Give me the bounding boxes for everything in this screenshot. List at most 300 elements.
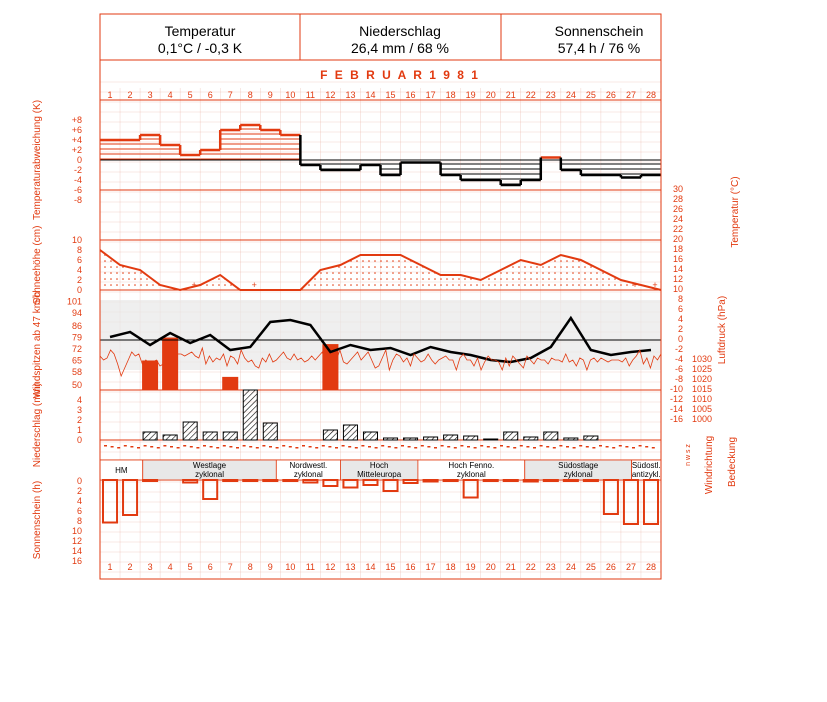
- temp-anomaly-tick: +2: [71, 145, 82, 155]
- wind-tick: 101: [66, 296, 82, 307]
- cloud-mark: [223, 445, 226, 447]
- pressure-tick: 1010: [691, 394, 712, 404]
- sunshine-bar: [524, 480, 538, 482]
- cloud-mark: [236, 447, 239, 449]
- cloud-mark: [474, 447, 477, 449]
- cloud-mark: [249, 446, 252, 448]
- sunshine-bar: [143, 480, 157, 481]
- precip-bar: [544, 432, 558, 440]
- day-label-top: 3: [147, 90, 153, 100]
- cloud-mark: [573, 447, 576, 449]
- cloud-mark: [434, 447, 437, 449]
- cloud-mark: [566, 446, 569, 448]
- cloud-mark: [606, 446, 609, 448]
- cloud-mark: [262, 445, 265, 447]
- sunshine-tick: 0: [76, 476, 82, 486]
- day-label-top: 20: [485, 90, 496, 100]
- precip-bar: [203, 432, 217, 440]
- chart-content: [67, 90, 712, 572]
- temp-anomaly-bar: [601, 160, 621, 175]
- precip-bar: [444, 435, 458, 440]
- cloud-mark: [177, 447, 180, 449]
- cloud-mark: [619, 445, 622, 447]
- precip-tick: 4: [76, 395, 82, 405]
- cloud-mark: [401, 445, 404, 447]
- temperature-tick: -10: [669, 384, 683, 394]
- cloud-mark: [111, 446, 114, 448]
- sunshine-bar: [544, 480, 558, 481]
- precip-bar: [243, 390, 257, 440]
- day-label-top: 4: [167, 90, 173, 100]
- snow-trace-mark: +: [191, 280, 197, 290]
- day-label-top: 23: [545, 90, 556, 100]
- day-label-bottom: 14: [365, 562, 376, 572]
- cloud-mark: [394, 447, 397, 449]
- weather-type-label: zyklonal: [563, 470, 593, 479]
- sunshine-bar: [203, 480, 217, 499]
- temperature-tick: 22: [672, 224, 683, 234]
- sunshine-bar: [183, 480, 197, 483]
- sunshine-bar: [363, 480, 377, 485]
- snow-tick: 0: [76, 285, 82, 295]
- sunshine-bar: [604, 480, 618, 514]
- temperature-tick: 18: [672, 244, 683, 254]
- wind-axis-label: Windspitzen ab 47 km/h: [32, 291, 43, 399]
- cloud-mark: [196, 447, 199, 449]
- snow-trace-mark: +: [652, 280, 658, 290]
- precip-bar: [263, 423, 277, 440]
- cloud-mark: [625, 446, 628, 448]
- sunshine-value: 57,4 h / 76 %: [557, 40, 641, 56]
- temperature-tick: 24: [672, 214, 683, 224]
- cloud-mark: [553, 447, 556, 449]
- day-label-top: 1: [107, 90, 113, 100]
- temperature-tick: 16: [672, 254, 683, 264]
- cloud-mark: [460, 445, 463, 447]
- day-label-top: 5: [187, 90, 193, 100]
- day-label-top: 14: [365, 90, 376, 100]
- day-label-bottom: 6: [207, 562, 213, 572]
- temperature-title: Temperatur: [164, 23, 236, 39]
- weather-type-label: zyklonal: [293, 470, 323, 479]
- cloud-mark: [467, 446, 470, 448]
- pressure-band: [100, 300, 661, 370]
- weather-type-label: antizykl.: [631, 470, 661, 479]
- pressure-tick: 1000: [691, 414, 712, 424]
- temperature-tick: -8: [674, 374, 683, 384]
- sunshine-bar: [424, 480, 438, 482]
- precip-tick: 2: [76, 415, 82, 425]
- precipitation-title: Niederschlag: [359, 23, 441, 39]
- cloud-mark: [150, 446, 153, 448]
- day-label-top: 2: [127, 90, 133, 100]
- day-label-bottom: 15: [385, 562, 396, 572]
- sunshine-tick: 16: [71, 556, 82, 566]
- pressure-tick: 1030: [691, 354, 712, 364]
- cloud-mark: [302, 445, 305, 447]
- sunshine-bar: [504, 480, 518, 481]
- day-label-bottom: 1: [107, 562, 113, 572]
- precip-axis-label: Niederschlag (mm): [32, 382, 43, 468]
- day-label-top: 27: [625, 90, 636, 100]
- day-label-bottom: 5: [187, 562, 193, 572]
- temperature-tick: 2: [677, 324, 683, 334]
- weather-type-label: Südostlage: [558, 461, 599, 470]
- precip-bar: [524, 437, 538, 440]
- cloud-mark: [500, 445, 503, 447]
- day-label-bottom: 27: [625, 562, 636, 572]
- weather-type-label: Südostl.: [631, 461, 661, 470]
- cloud-mark: [441, 445, 444, 447]
- precip-bar: [363, 432, 377, 440]
- temp-anomaly-tick: 0: [76, 155, 82, 165]
- day-label-bottom: 20: [485, 562, 496, 572]
- day-label-bottom: 23: [545, 562, 556, 572]
- cloud-mark: [269, 446, 272, 448]
- precip-bar: [584, 436, 598, 440]
- cloud-mark: [144, 445, 147, 447]
- day-label-top: 6: [207, 90, 213, 100]
- snow-tick: 2: [76, 275, 82, 285]
- cloud-axis-label: Bedeckung: [727, 436, 738, 488]
- sunshine-bar: [564, 480, 578, 481]
- day-label-bottom: 11: [305, 562, 316, 572]
- day-label-top: 16: [405, 90, 416, 100]
- cloud-mark: [104, 445, 107, 447]
- day-label-top: 28: [645, 90, 656, 100]
- cloud-mark: [295, 447, 298, 449]
- wind-tick: 65: [71, 355, 82, 366]
- cloud-mark: [480, 445, 483, 447]
- cloud-mark: [375, 447, 378, 449]
- sunshine-bar: [123, 480, 137, 515]
- day-label-top: 11: [305, 90, 316, 100]
- pressure-tick: 1005: [691, 404, 712, 414]
- day-label-bottom: 7: [227, 562, 233, 572]
- cloud-mark: [421, 445, 424, 447]
- temperature-tick: 8: [677, 294, 683, 304]
- temp-anomaly-tick: -4: [73, 175, 82, 185]
- temperature-tick: -16: [669, 414, 683, 424]
- day-label-top: 17: [425, 90, 436, 100]
- cloud-mark: [124, 445, 127, 447]
- cloud-mark: [163, 445, 166, 447]
- temp-anomaly-positive-line: [100, 125, 561, 158]
- day-label-bottom: 25: [585, 562, 596, 572]
- cloud-mark: [487, 446, 490, 448]
- pressure-tick: 1020: [691, 374, 712, 384]
- sunshine-tick: 10: [71, 526, 82, 536]
- day-label-bottom: 13: [345, 562, 356, 572]
- sunshine-bar: [283, 480, 297, 481]
- cloud-mark: [322, 445, 325, 447]
- day-label-bottom: 4: [167, 562, 173, 572]
- sunshine-bar: [484, 480, 498, 481]
- weather-type-label: Hoch Fenno.: [448, 461, 495, 470]
- sunshine-bar: [243, 480, 257, 481]
- day-label-bottom: 24: [565, 562, 576, 572]
- day-label-top: 19: [465, 90, 476, 100]
- snow-tick: 8: [76, 245, 82, 255]
- temp-anomaly-bar: [581, 160, 601, 175]
- day-label-top: 8: [247, 90, 253, 100]
- day-label-top: 13: [345, 90, 356, 100]
- sunshine-bar: [103, 480, 117, 523]
- temp-anomaly-tick: +8: [71, 115, 82, 125]
- temperature-tick: -14: [669, 404, 683, 414]
- cloud-mark: [243, 445, 246, 447]
- weather-type-label: zyklonal: [456, 470, 486, 479]
- sunshine-bar: [223, 480, 237, 481]
- snow-trace-mark: +: [251, 280, 257, 290]
- day-label-bottom: 12: [325, 562, 336, 572]
- cloud-mark: [454, 447, 457, 449]
- precip-bar: [484, 439, 498, 440]
- cloud-mark: [533, 447, 536, 449]
- day-label-bottom: 2: [127, 562, 133, 572]
- cloud-mark: [210, 446, 213, 448]
- sunshine-bar: [343, 480, 357, 488]
- precip-bar: [343, 425, 357, 440]
- cloud-mark: [361, 445, 364, 447]
- precipitation-value: 26,4 mm / 68 %: [350, 40, 450, 56]
- temp-anomaly-bar: [461, 160, 481, 180]
- precip-bar: [564, 438, 578, 440]
- nwz-label: n w s z: [685, 444, 692, 466]
- day-label-top: 12: [325, 90, 336, 100]
- sunshine-tick: 12: [71, 536, 82, 546]
- cloud-mark: [540, 445, 543, 447]
- sunshine-bar: [384, 480, 398, 491]
- sunshine-tick: 4: [76, 496, 82, 506]
- sunshine-tick: 8: [76, 516, 82, 526]
- cloud-mark: [335, 447, 338, 449]
- cloud-mark: [639, 445, 642, 447]
- cloud-mark: [447, 446, 450, 448]
- precip-bar: [504, 432, 518, 440]
- wind-tick: 58: [71, 366, 82, 377]
- wind-dir-axis-label: Windrichtung: [704, 435, 715, 495]
- cloud-mark: [229, 446, 232, 448]
- sunshine-tick: 14: [71, 546, 82, 556]
- cloud-mark: [414, 447, 417, 449]
- day-label-bottom: 9: [267, 562, 273, 572]
- temperature-tick: 20: [672, 234, 683, 244]
- sunshine-bar: [303, 480, 317, 483]
- cloud-mark: [520, 445, 523, 447]
- sunshine-tick: 6: [76, 506, 82, 516]
- cloud-mark: [645, 446, 648, 448]
- pressure-tick: 1025: [691, 364, 712, 374]
- cloud-mark: [348, 446, 351, 448]
- day-label-top: 25: [585, 90, 596, 100]
- cloud-mark: [507, 446, 510, 448]
- temp-anomaly-bar: [120, 140, 140, 160]
- cloud-mark: [170, 446, 173, 448]
- weather-type-label: zyklonal: [195, 470, 224, 479]
- temperature-tick: 6: [677, 304, 683, 314]
- day-label-bottom: 21: [505, 562, 516, 572]
- wind-bar: [142, 360, 158, 390]
- snow-trace-mark: +: [632, 280, 638, 290]
- cloud-mark: [157, 447, 160, 449]
- cloud-mark: [368, 446, 371, 448]
- cloud-mark: [130, 446, 133, 448]
- cloud-mark: [282, 445, 285, 447]
- temperature-tick: -6: [674, 364, 683, 374]
- day-label-top: 9: [267, 90, 273, 100]
- temperature-tick: 12: [672, 274, 683, 284]
- day-label-top: 15: [385, 90, 396, 100]
- wind-tick: 86: [71, 321, 82, 332]
- sunshine-bar: [404, 480, 418, 483]
- temperature-tick: 26: [672, 204, 683, 214]
- cloud-mark: [190, 446, 193, 448]
- cloud-mark: [388, 446, 391, 448]
- cloud-mark: [408, 446, 411, 448]
- temperature-tick: 10: [672, 284, 683, 294]
- sunshine-axis-label: Sonnenschein (h): [32, 480, 43, 560]
- day-label-bottom: 17: [425, 562, 436, 572]
- cloud-mark: [427, 446, 430, 448]
- temp-anomaly-bar: [481, 160, 501, 180]
- day-label-top: 18: [445, 90, 456, 100]
- sunshine-title: Sonnenschein: [554, 23, 644, 39]
- sunshine-bar: [584, 480, 598, 481]
- temperature-axis-label: Temperatur (°C): [730, 176, 741, 248]
- month-title: F E B R U A R 1 9 8 1: [320, 68, 480, 82]
- precip-bar: [464, 436, 478, 440]
- temp-anomaly-tick: -8: [73, 195, 82, 205]
- cloud-mark: [203, 445, 206, 447]
- sunshine-tick: 2: [76, 486, 82, 496]
- precip-bar: [143, 432, 157, 440]
- temperature-tick: 0: [677, 334, 683, 344]
- day-label-bottom: 16: [405, 562, 416, 572]
- cloud-mark: [276, 447, 279, 449]
- snow-tick: 6: [76, 255, 82, 265]
- cloud-mark: [183, 445, 186, 447]
- day-label-top: 21: [505, 90, 516, 100]
- cloud-mark: [546, 446, 549, 448]
- wind-tick: 79: [71, 332, 82, 343]
- cloud-mark: [612, 447, 615, 449]
- temp-anomaly-tick: +6: [71, 125, 82, 135]
- temperature-tick: -2: [674, 344, 683, 354]
- weather-type-label: HM: [115, 466, 128, 475]
- temp-anomaly-bar: [641, 160, 661, 175]
- temp-anomaly-bar: [240, 125, 260, 160]
- temp-anomaly-bar: [100, 140, 120, 160]
- cloud-mark: [559, 445, 562, 447]
- pressure-axis-label: Luftdruck (hPa): [717, 295, 728, 365]
- day-label-top: 26: [605, 90, 616, 100]
- cloud-mark: [355, 447, 358, 449]
- sunshine-bar: [444, 480, 458, 481]
- weather-type-label: Nordwestl.: [289, 461, 328, 470]
- cloud-mark: [586, 446, 589, 448]
- wind-bar: [222, 377, 238, 390]
- temp-anomaly-tick: +4: [71, 135, 82, 145]
- cloud-mark: [579, 445, 582, 447]
- temp-anomaly-bar: [160, 145, 180, 160]
- precip-bar: [323, 430, 337, 440]
- precip-tick: 1: [76, 425, 82, 435]
- cloud-mark: [526, 446, 529, 448]
- day-label-bottom: 22: [525, 562, 536, 572]
- day-label-bottom: 26: [605, 562, 616, 572]
- precip-bar: [404, 438, 418, 440]
- temperature-tick: 4: [677, 314, 683, 324]
- day-label-top: 22: [525, 90, 536, 100]
- weather-type-label: Hoch: [369, 461, 389, 470]
- temperature-tick: 14: [672, 264, 683, 274]
- day-label-bottom: 19: [465, 562, 476, 572]
- cloud-mark: [328, 446, 331, 448]
- precip-tick: 3: [76, 405, 82, 415]
- temp-anomaly-bar: [521, 160, 541, 180]
- day-label-bottom: 28: [645, 562, 656, 572]
- temperature-tick: 30: [672, 184, 683, 194]
- precip-bar: [424, 437, 438, 440]
- temperature-tick: 28: [672, 194, 683, 204]
- precip-bar: [183, 422, 197, 440]
- sunshine-bar: [263, 480, 277, 481]
- cloud-mark: [381, 445, 384, 447]
- temp-anomaly-axis-label: Temperaturabweichung (K): [32, 99, 43, 221]
- temp-anomaly-tick: -6: [73, 185, 82, 195]
- temperature-tick: -4: [674, 354, 683, 364]
- weather-type-label: Mitteleuropa: [357, 470, 402, 479]
- snow-tick: 10: [71, 235, 82, 245]
- wind-tick: 72: [71, 344, 82, 355]
- cloud-mark: [216, 447, 219, 449]
- temp-anomaly-bar: [441, 160, 461, 175]
- temp-anomaly-bar: [381, 160, 401, 175]
- precip-bar: [163, 435, 177, 440]
- day-label-top: 24: [565, 90, 576, 100]
- temperature-tick: -12: [669, 394, 683, 404]
- cloud-mark: [592, 447, 595, 449]
- day-label-bottom: 8: [247, 562, 253, 572]
- wind-tick: 94: [71, 307, 82, 318]
- sunshine-bar: [464, 480, 478, 498]
- weather-type-label: Westlage: [192, 461, 227, 470]
- temperature-value: 0,1°C / -0,3 K: [157, 40, 243, 56]
- day-label-top: 10: [285, 90, 296, 100]
- precip-bar: [384, 438, 398, 440]
- cloud-mark: [632, 447, 635, 449]
- sunshine-bar: [323, 480, 337, 486]
- cloud-mark: [289, 446, 292, 448]
- cloud-mark: [342, 445, 345, 447]
- pressure-tick: 1015: [691, 384, 712, 394]
- snow-tick: 4: [76, 265, 82, 275]
- cloud-mark: [599, 445, 602, 447]
- cloud-mark: [137, 447, 140, 449]
- wind-tick: 50: [71, 380, 82, 391]
- cloud-mark: [117, 447, 120, 449]
- day-label-bottom: 18: [445, 562, 456, 572]
- precip-bar: [223, 432, 237, 440]
- cloud-mark: [652, 447, 655, 449]
- cloud-mark: [493, 447, 496, 449]
- snow-axis-label: Schneehöhe (cm): [32, 225, 43, 305]
- cloud-mark: [513, 447, 516, 449]
- cloud-mark: [256, 447, 259, 449]
- temp-anomaly-tick: -2: [73, 165, 82, 175]
- day-label-bottom: 3: [147, 562, 153, 572]
